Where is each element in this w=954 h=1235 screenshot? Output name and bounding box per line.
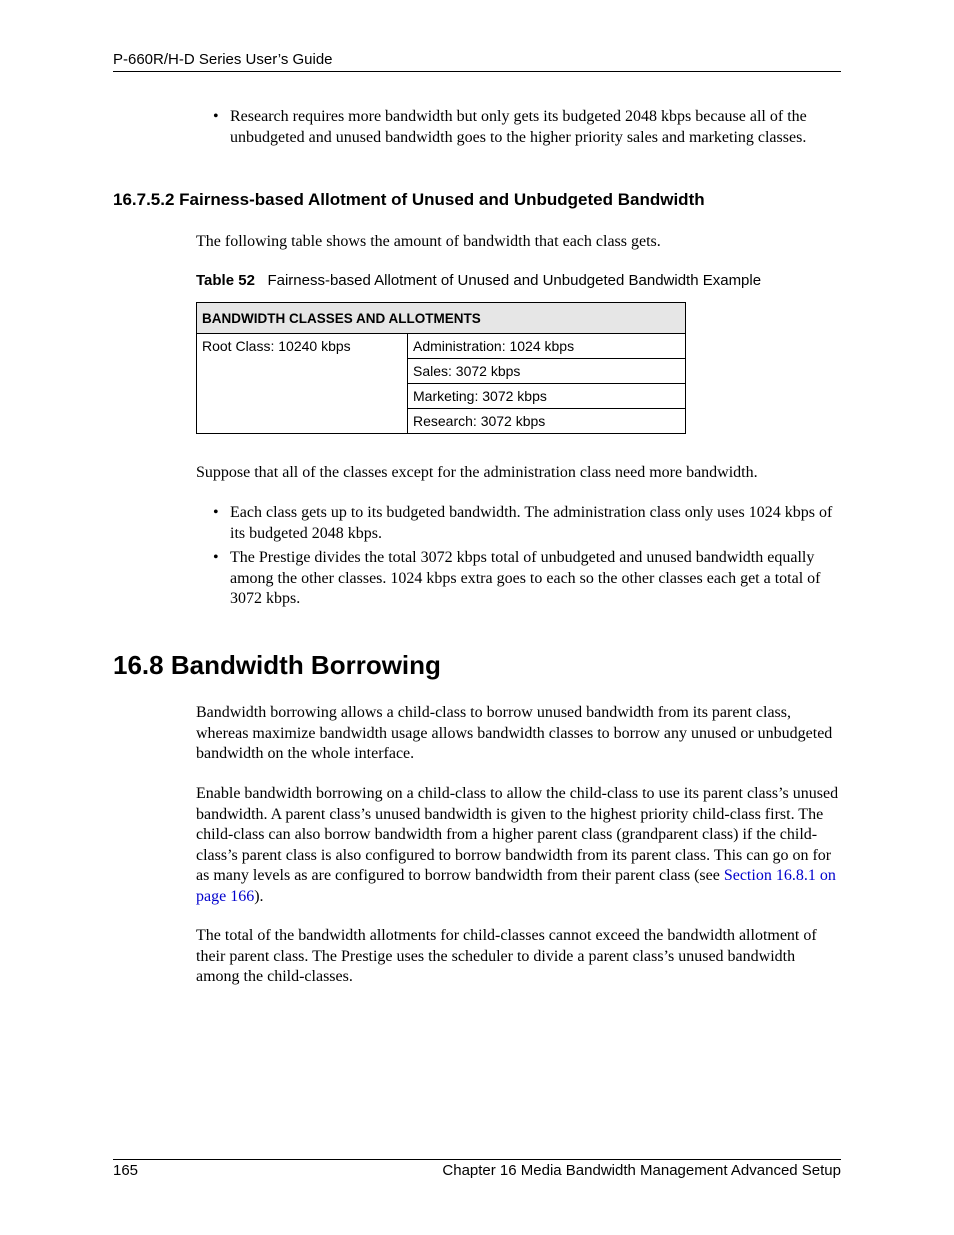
section-heading-16-8: 16.8 Bandwidth Borrowing bbox=[113, 650, 441, 680]
bullet-dot: • bbox=[213, 504, 219, 521]
table-caption bbox=[196, 272, 761, 289]
section-16-8-1-link[interactable]: Section 16.8.1 on page 166 bbox=[196, 867, 836, 905]
list-item-text: Each class gets up to its budgeted bandwidth. The administration class only uses 1024 kbps of its budgeted 2048 kbps. bbox=[230, 504, 833, 542]
footer-rule bbox=[113, 1159, 841, 1160]
bandwidth-table bbox=[196, 302, 686, 434]
intro-bullet-text: Research requires more bandwidth but only gets its budgeted 2048 kbps because all of the unbudgeted and unused bandwidth goes to the higher priority sales and marketing classes. bbox=[230, 108, 807, 146]
list-item-text: The Prestige divides the total 3072 kbps total of unbudgeted and unused bandwidth equally among the other classes. 1024 kbps extra goes to each so the other classes each get a total of 3072 kbps. bbox=[230, 549, 821, 607]
root-class-cell: Root Class: 10240 kbps bbox=[197, 334, 408, 434]
bullet-dot: • bbox=[213, 549, 219, 566]
borrowing-paragraph-2-text: Enable bandwidth borrowing on a child-class to allow the child-class to use its parent class’s unused bandwidth. A parent class’s unused bandwidth is given to the highest priority child-class first. The child-class can also borrow bandwidth from a higher parent class (grandparent class) if the child-class’s parent class is also configured to borrow bandwidth from its parent class. This can go on for as many levels as are configured to borrow bandwidth from their parent class (see bbox=[196, 785, 839, 884]
page-header-title: P-660R/H-D Series User’s Guide bbox=[113, 51, 333, 68]
table-header-row bbox=[197, 303, 686, 334]
page-number: 165 bbox=[113, 1162, 139, 1179]
suppose-paragraph: Suppose that all of the classes except for the administration class need more bandwidth. bbox=[196, 464, 758, 481]
footer-chapter-title: Chapter 16 Media Bandwidth Management Advanced Setup bbox=[442, 1162, 841, 1179]
table-caption-text: Fairness-based Allotment of Unused and Unbudgeted Bandwidth Example bbox=[267, 272, 762, 289]
borrowing-paragraph-2-end: ). bbox=[254, 887, 264, 905]
borrowing-paragraph-2 bbox=[196, 784, 841, 907]
table-cell-sales: Sales: 3072 kbps bbox=[408, 359, 686, 384]
table-header-cell: BANDWIDTH CLASSES AND ALLOTMENTS bbox=[197, 303, 686, 334]
table-row bbox=[197, 334, 686, 359]
borrowing-paragraph-3: The total of the bandwidth allotments for child-classes cannot exceed the bandwidth allotment of their parent class. The Prestige uses the scheduler to divide a parent class’s unused bandwidth among the child-classes. bbox=[196, 927, 817, 985]
table-caption-label: Table 52 bbox=[196, 272, 255, 289]
borrowing-paragraph-1: Bandwidth borrowing allows a child-class to borrow unused bandwidth from its parent class, whereas maximize bandwidth usage allows bandwidth classes to borrow any unused or unbudgeted bandwidth on the whole interface. bbox=[196, 704, 833, 762]
bullet-dot: • bbox=[213, 108, 219, 125]
section-heading-16-7-5-2: 16.7.5.2 Fairness-based Allotment of Unused and Unbudgeted Bandwidth bbox=[113, 190, 705, 209]
header-rule bbox=[113, 71, 841, 72]
section-1-intro: The following table shows the amount of bandwidth that each class gets. bbox=[196, 233, 661, 250]
table-cell-administration: Administration: 1024 kbps bbox=[408, 334, 686, 359]
table-cell-research: Research: 3072 kbps bbox=[408, 409, 686, 434]
table-cell-marketing: Marketing: 3072 kbps bbox=[408, 384, 686, 409]
